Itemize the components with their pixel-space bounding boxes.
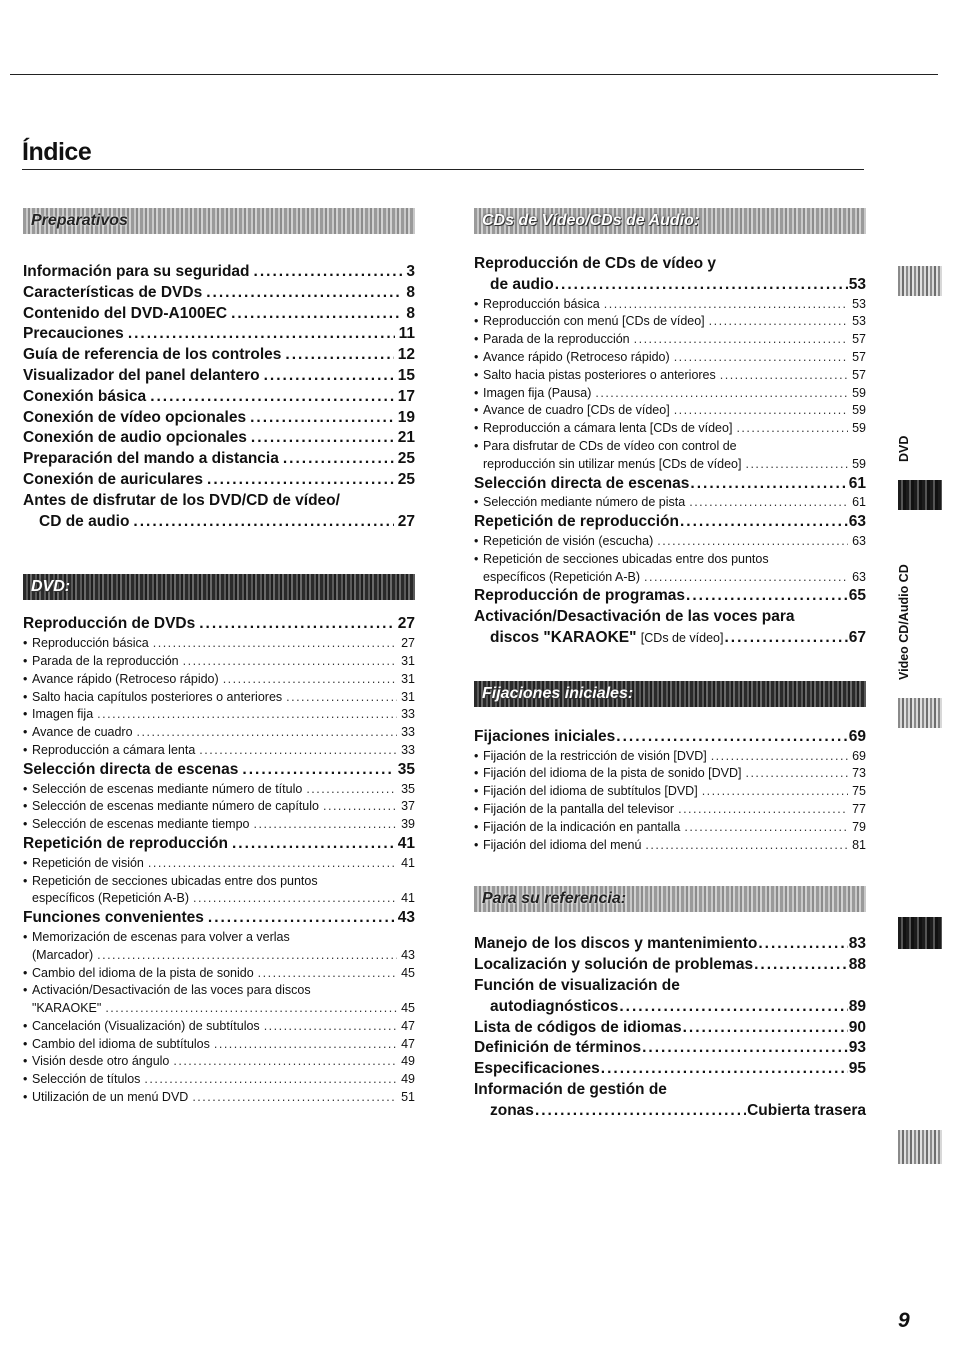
section-heading: Preparativos	[31, 212, 128, 229]
section-band-preparativos	[23, 208, 415, 234]
side-tab-dvd-label: DVD	[897, 435, 911, 462]
toc-subentry[interactable]: • Imagen fija (Pausa) ..... 59	[474, 385, 866, 403]
toc-entry[interactable]: Función de visualización de	[474, 976, 680, 994]
section-band-dvd	[23, 574, 415, 600]
toc-entry[interactable]: Conexión de audio opcionales ..... 21	[23, 428, 415, 449]
toc-subentry[interactable]: • Selección de escenas mediante número de título ..... 35	[23, 781, 415, 799]
toc-entry[interactable]: de audio ..... 53	[474, 275, 866, 296]
toc-entry[interactable]: Precauciones ..... 11	[23, 324, 415, 345]
toc-entry[interactable]: Localización y solución de problemas ..... 88	[474, 955, 866, 976]
toc-entry[interactable]: Manejo de los discos y mantenimiento ..... 83	[474, 934, 866, 955]
toc-subentry[interactable]: • Parada de la reproducción ..... 31	[23, 653, 415, 671]
title-rule	[22, 169, 864, 170]
toc-entry[interactable]: discos "KARAOKE" [CDs de vídeo] ..... 67	[474, 628, 866, 649]
toc-entry[interactable]: Contenido del DVD-A100EC ..... 8	[23, 304, 415, 325]
side-tab-marker	[898, 1130, 942, 1164]
side-tab-dvd[interactable]	[898, 480, 942, 510]
toc-entry[interactable]: Reproducción de DVDs ..... 27	[23, 614, 415, 635]
toc-subentry[interactable]: • Repetición de visión ..... 41	[23, 855, 415, 873]
toc-entry[interactable]: CD de audio ..... 27	[23, 512, 415, 533]
section-heading: CDs de Vídeo/CDs de Audio:	[482, 212, 700, 229]
toc-subentry[interactable]: • Para disfrutar de CDs de vídeo con control de	[474, 438, 737, 453]
section-band-cds	[474, 208, 866, 234]
preparativos-list	[23, 262, 415, 491]
toc-subentry[interactable]: • Repetición de visión (escucha) ..... 63	[474, 533, 866, 551]
section-heading: Para su referencia:	[482, 890, 627, 908]
toc-subentry[interactable]: • Avance rápido (Retroceso rápido) ..... 31	[23, 671, 415, 689]
toc-subentry[interactable]: específicos (Repetición A-B) ..... 63	[474, 569, 866, 587]
toc-subentry[interactable]: • Reproducción con menú [CDs de vídeo] ..... 53	[474, 313, 866, 331]
toc-entry[interactable]: Conexión de vídeo opcionales ..... 19	[23, 408, 415, 429]
toc-subentry[interactable]: • Utilización de un menú DVD ..... 51	[23, 1089, 415, 1107]
sub-list	[474, 296, 866, 438]
toc-entry[interactable]: Características de DVDs ..... 8	[23, 283, 415, 304]
toc-entry[interactable]: Reproducción de programas ..... 65	[474, 586, 866, 607]
toc-subentry[interactable]: • Fijación de la pantalla del televisor ..... 77	[474, 801, 866, 819]
toc-entry[interactable]: Visualizador del panel delantero ..... 15	[23, 366, 415, 387]
dvd-list	[23, 614, 415, 1107]
toc-subentry[interactable]: (Marcador) ..... 43	[23, 947, 415, 965]
toc-entry[interactable]: Activación/Desactivación de las voces para	[474, 608, 795, 626]
toc-subentry[interactable]: • Reproducción a cámara lenta [CDs de vídeo] ..... 59	[474, 420, 866, 438]
toc-entry[interactable]: Especificaciones ..... 95	[474, 1059, 866, 1080]
toc-subentry[interactable]: • Fijación del idioma del menú ..... 81	[474, 837, 866, 855]
toc-subentry[interactable]: • Imagen fija ..... 33	[23, 706, 415, 724]
toc-subentry[interactable]: específicos (Repetición A-B) ..... 41	[23, 890, 415, 908]
toc-entry[interactable]: Información para su seguridad ..... 3	[23, 262, 415, 283]
toc-subentry[interactable]: • Selección mediante número de pista ..... 61	[474, 494, 866, 512]
toc-subentry[interactable]: • Reproducción a cámara lenta ..... 33	[23, 742, 415, 760]
side-tab-cd-label: Video CD/Audio CD	[897, 564, 911, 680]
toc-subentry[interactable]: • Avance rápido (Retroceso rápido) ..... 57	[474, 349, 866, 367]
toc-entry[interactable]: Antes de disfrutar de los DVD/CD de vídeo/	[23, 491, 340, 509]
toc-entry[interactable]: Reproducción de CDs de vídeo y	[474, 255, 717, 272]
toc-subentry[interactable]: • Parada de la reproducción ..... 57	[474, 331, 866, 349]
toc-subentry[interactable]: • Reproducción básica ..... 53	[474, 296, 866, 314]
page-title: Índice	[22, 138, 92, 166]
toc-entry[interactable]: Información de gestión de	[474, 1080, 667, 1098]
section-heading: Fijaciones iniciales:	[482, 684, 634, 702]
toc-subentry[interactable]: • Memorización de escenas para volver a verlas	[23, 929, 290, 944]
section-band-referencia	[474, 886, 866, 912]
toc-subentry[interactable]: "KARAOKE" ..... 45	[23, 1000, 415, 1018]
toc-subentry[interactable]: • Selección de escenas mediante número de capítulo ..... 37	[23, 798, 415, 816]
toc-entry[interactable]: Guía de referencia de los controles ..... 12	[23, 345, 415, 366]
toc-subentry[interactable]: • Fijación de la restricción de visión [DVD] ..... 69	[474, 748, 866, 766]
toc-subentry[interactable]: • Selección de escenas mediante tiempo ..... 39	[23, 816, 415, 834]
toc-subentry[interactable]: • Salto hacia capítulos posteriores o anteriores ..... 31	[23, 689, 415, 707]
side-tab-reference[interactable]	[898, 917, 942, 949]
toc-entry[interactable]: Repetición de reproducción ..... 63	[474, 512, 866, 533]
toc-entry[interactable]: autodiagnósticos ..... 89	[474, 997, 866, 1018]
toc-subentry[interactable]: • Reproducción básica ..... 27	[23, 635, 415, 653]
toc-subentry[interactable]: • Activación/Desactivación de las voces para discos	[23, 983, 311, 998]
toc-subentry[interactable]: reproducción sin utilizar menús [CDs de vídeo] ..... 59	[474, 456, 866, 474]
page-number: 9	[898, 1309, 910, 1332]
toc-subentry[interactable]: • Cancelación (Visualización) de subtítulos ..... 47	[23, 1018, 415, 1036]
right-column	[474, 208, 866, 1121]
toc-subentry[interactable]: • Fijación de la indicación en pantalla ..... 79	[474, 819, 866, 837]
toc-entry[interactable]: Definición de términos ..... 93	[474, 1038, 866, 1059]
toc-subentry[interactable]: • Cambio del idioma de subtítulos ..... 47	[23, 1036, 415, 1054]
toc-entry[interactable]: Conexión básica ..... 17	[23, 387, 415, 408]
toc-subentry[interactable]: • Cambio del idioma de la pista de sonido ..... 45	[23, 965, 415, 983]
toc-subentry[interactable]: • Fijación del idioma de la pista de sonido [DVD] ..... 73	[474, 765, 866, 783]
toc-subentry[interactable]: • Repetición de secciones ubicadas entre dos puntos	[474, 551, 769, 566]
toc-subentry[interactable]: • Salto hacia pistas posteriores o anteriores ..... 57	[474, 367, 866, 385]
toc-entry[interactable]: Fijaciones iniciales ..... 69	[474, 727, 866, 748]
toc-entry[interactable]: Conexión de auriculares ..... 25	[23, 470, 415, 491]
toc-entry[interactable]: Preparación del mando a distancia ..... 25	[23, 449, 415, 470]
side-tab-marker	[898, 698, 942, 728]
toc-subentry[interactable]: • Visión desde otro ángulo ..... 49	[23, 1053, 415, 1071]
toc-subentry[interactable]: • Selección de títulos ..... 49	[23, 1071, 415, 1089]
toc-entry[interactable]: Selección directa de escenas ..... 35	[23, 760, 415, 781]
left-column	[23, 208, 415, 1107]
toc-subentry[interactable]: • Avance de cuadro [CDs de vídeo] ..... 59	[474, 402, 866, 420]
section-band-fijaciones	[474, 681, 866, 707]
toc-subentry[interactable]: • Fijación del idioma de subtítulos [DVD] ..... 75	[474, 783, 866, 801]
toc-entry[interactable]: Repetición de reproducción ..... 41	[23, 834, 415, 855]
sub-list	[474, 748, 866, 855]
toc-subentry[interactable]: • Avance de cuadro ..... 33	[23, 724, 415, 742]
toc-entry[interactable]: Funciones convenientes ..... 43	[23, 908, 415, 929]
toc-entry[interactable]: zonas ..... Cubierta trasera	[474, 1101, 866, 1122]
toc-subentry[interactable]: • Repetición de secciones ubicadas entre dos puntos	[23, 873, 318, 888]
toc-entry[interactable]: Selección directa de escenas ..... 61	[474, 474, 866, 495]
toc-entry[interactable]: Lista de códigos de idiomas ..... 90	[474, 1018, 866, 1039]
side-tab-marker	[898, 266, 942, 296]
section-heading: DVD:	[31, 578, 71, 596]
top-rule	[10, 74, 938, 75]
